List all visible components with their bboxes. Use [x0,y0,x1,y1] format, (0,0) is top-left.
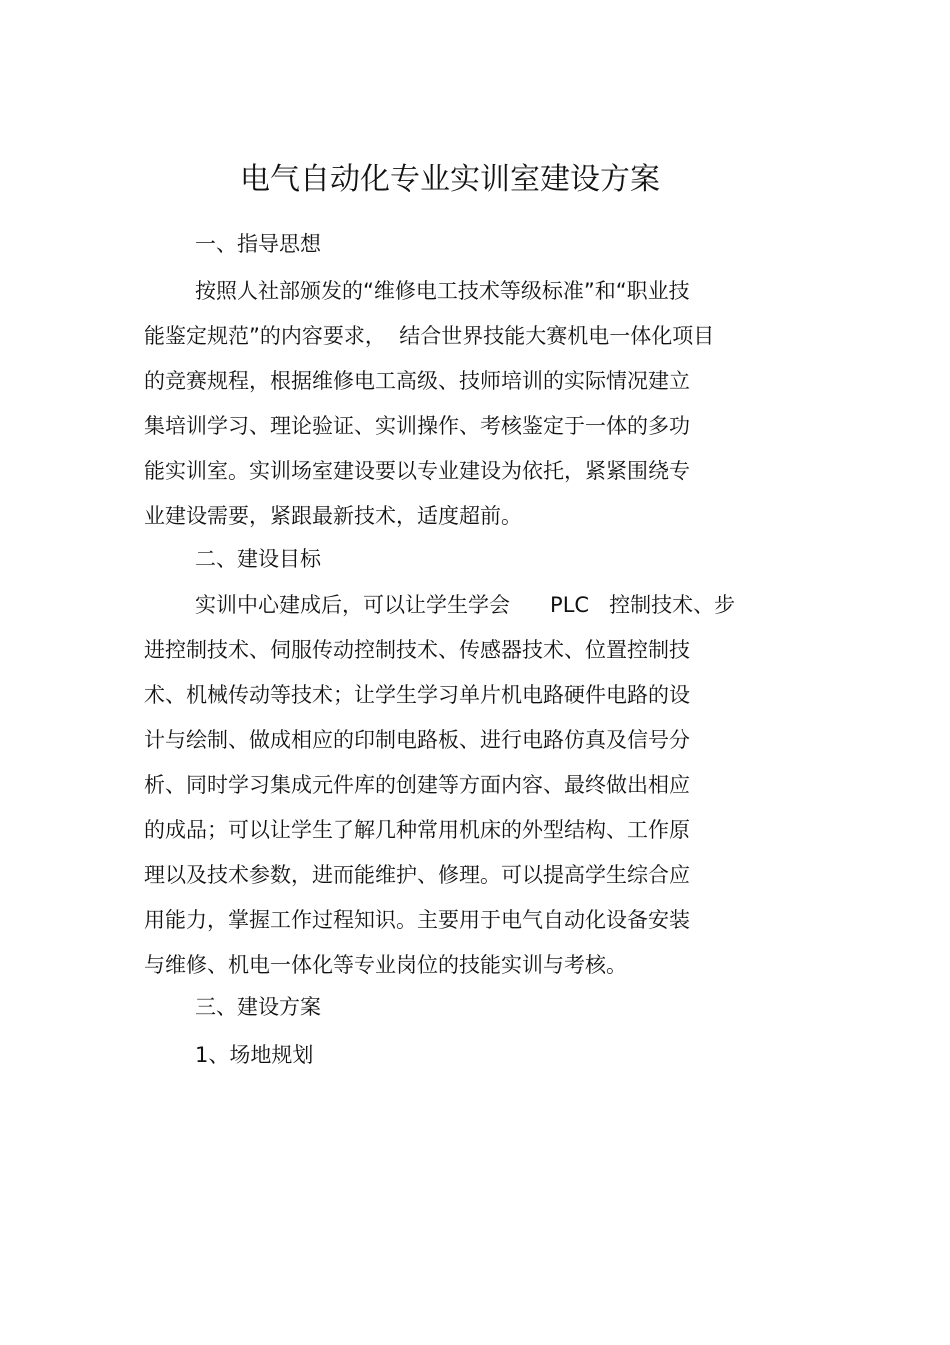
paragraph-line: 的成品；可以让学生了解几种常用机床的外型结构、工作原 [144,818,690,842]
paragraph-line: 计与绘制、做成相应的印制电路板、进行电路仿真及信号分 [144,728,690,752]
paragraph-line: 业建设需要，紧跟最新技术，适度超前。 [144,504,522,528]
paragraph-line: 的竞赛规程，根据维修电工高级、技师培训的实际情况建立 [144,369,690,393]
paragraph-line: 理以及技术参数，进而能维护、修理。可以提高学生综合应 [144,863,690,887]
document-title: 电气自动化专业实训室建设方案 [240,162,660,197]
subsection-heading-site-planning: 1、场地规划 [195,1043,314,1067]
section-heading-guiding-ideology: 一、指导思想 [195,232,321,256]
paragraph-line: 与维修、机电一体化等专业岗位的技能实训与考核。 [144,953,627,977]
paragraph-line: 集培训学习、理论验证、实训操作、考核鉴定于一体的多功 [144,414,690,438]
paragraph-line: 按照人社部颁发的“维修电工技术等级标准”和“职业技 [195,279,690,303]
section-heading-construction-plan: 三、建设方案 [195,995,321,1019]
paragraph-line: 能实训室。实训场室建设要以专业建设为依托，紧紧围绕专 [144,459,690,483]
paragraph-line: 析、同时学习集成元件库的创建等方面内容、最终做出相应 [144,773,690,797]
paragraph-line: 实训中心建成后，可以让学生学会 PLC 控制技术、步 [195,593,736,617]
paragraph-line: 用能力，掌握工作过程知识。主要用于电气自动化设备安装 [144,908,690,932]
section-heading-construction-goals: 二、建设目标 [195,547,321,571]
paragraph-line: 进控制技术、伺服传动控制技术、传感器技术、位置控制技 [144,638,690,662]
paragraph-line: 术、机械传动等技术；让学生学习单片机电路硬件电路的设 [144,683,690,707]
paragraph-line: 能鉴定规范”的内容要求， 结合世界技能大赛机电一体化项目 [144,324,715,348]
